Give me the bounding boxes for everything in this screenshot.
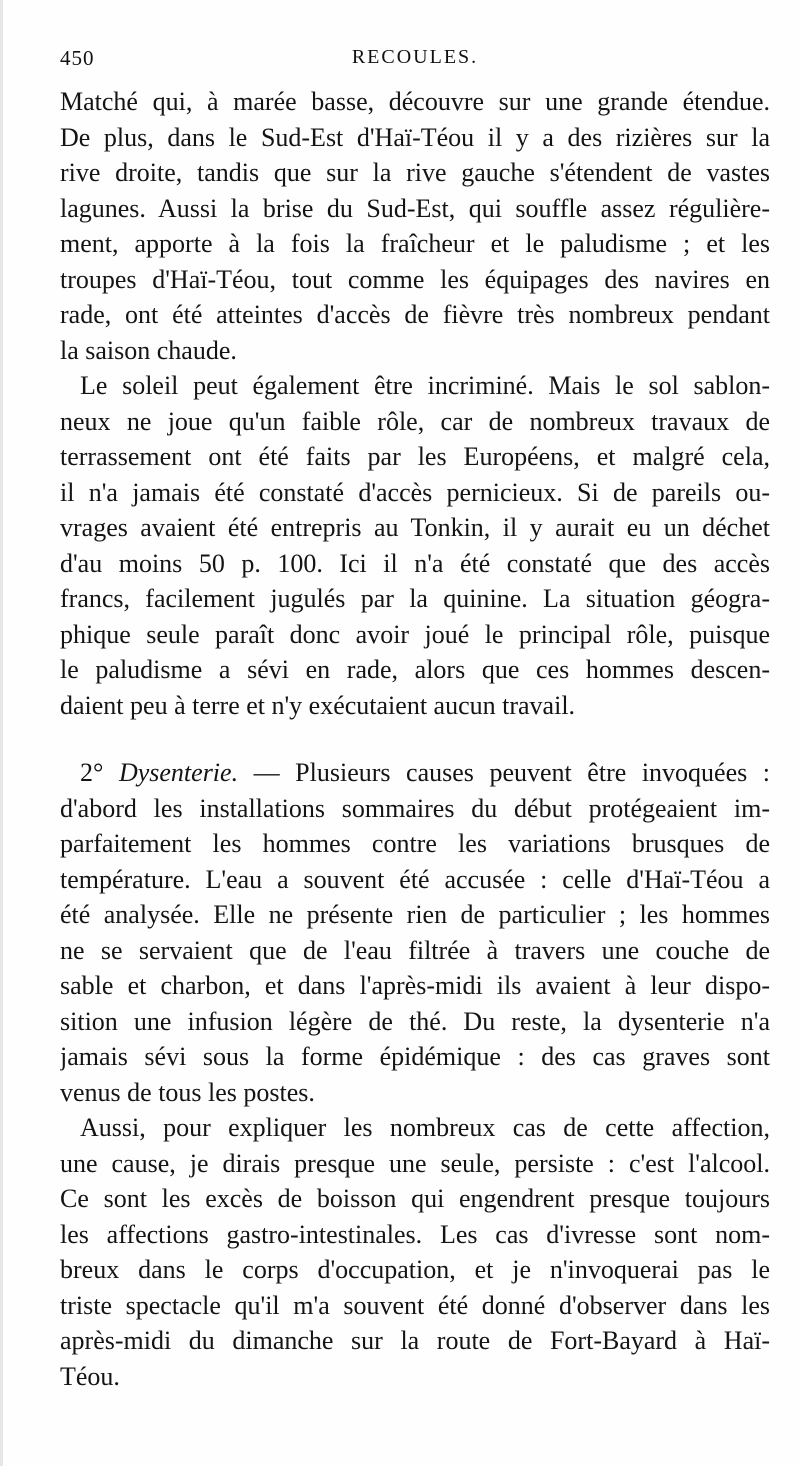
text-line: lagunes. Aussi la brise du Sud-Est, qui souffle assez régulière- — [60, 193, 770, 223]
text-line: Le soleil peut également être incriminé. Mais le sol sablon- — [80, 371, 770, 400]
text-line: parfaitement les hommes contre les variations brusques de — [60, 829, 770, 858]
paragraph-3 — [60, 755, 770, 1110]
text-line: été analysée. Elle ne présente rien de particulier ; les hommes — [60, 900, 770, 929]
paragraph-4 — [60, 1110, 770, 1394]
text-line: température. L'eau a souvent été accusée : celle d'Haï-Téou a — [60, 864, 770, 894]
text-line: sition une infusion légère de thé. Du reste, la dysenterie n'a — [60, 1006, 770, 1036]
section-number: 2° — [80, 758, 104, 787]
text-line: d'abord les installations sommaires du début protégeaient im- — [60, 793, 770, 823]
text-line: ment, apporte à la fois la fraîcheur et le paludisme ; et les — [60, 229, 770, 258]
page-edge-shadow — [0, 0, 3, 1466]
text-line: Aussi, pour expliquer les nombreux cas de cette affection, — [80, 1113, 770, 1142]
running-title: RECOULES. — [351, 46, 479, 68]
body-text — [60, 84, 770, 1394]
text-line: neux ne joue qu'un faible rôle, car de nombreux travaux de — [60, 406, 770, 436]
text-line: daient peu à terre et n'y exécutaient aucun travail. — [60, 690, 576, 720]
text-line: ne se servaient que de l'eau filtrée à travers une couche de — [60, 935, 770, 965]
section-first-line: — Plusieurs causes peuvent être invoquées : — [253, 758, 770, 787]
text-line: venus de tous les postes. — [60, 1077, 315, 1107]
text-line: troupes d'Haï-Téou, tout comme les équipages des navires en — [60, 264, 770, 294]
text-line: vrages avaient été entrepris au Tonkin, il y aurait eu un déchet — [60, 513, 770, 542]
text-line: triste spectacle qu'il m'a souvent été donné d'observer dans les — [60, 1290, 770, 1320]
text-line: jamais sévi sous la forme épidémique : des cas graves sont — [60, 1042, 770, 1071]
text-line: francs, facilement jugulés par la quinine. La situation géogra- — [60, 584, 770, 613]
page-number: 450 — [60, 46, 95, 70]
text-line: après-midi du dimanche sur la route de Fort-Bayard à Haï- — [60, 1326, 770, 1355]
paragraph-1 — [60, 84, 770, 368]
text-line: phique seule paraît donc avoir joué le principal rôle, puisque — [60, 619, 770, 649]
text-line: les affections gastro-intestinales. Les cas d'ivresse sont nom- — [60, 1219, 770, 1249]
text-line: Téou. — [60, 1361, 120, 1391]
text-line: breux dans le corps d'occupation, et je n'invoquerai pas le — [60, 1255, 770, 1284]
text-line: De plus, dans le Sud-Est d'Haï-Téou il y a des rizières sur la — [60, 122, 770, 152]
text-line: d'au moins 50 p. 100. Ici il n'a été constaté que des accès — [60, 548, 770, 578]
text-line: Matché qui, à marée basse, découvre sur une grande étendue. — [60, 87, 770, 116]
running-head — [60, 46, 770, 76]
text-line: la saison chaude. — [60, 335, 237, 365]
section-title: Dysenterie. — [118, 758, 239, 787]
text-line: le paludisme a sévi en rade, alors que ces hommes descen- — [60, 655, 770, 684]
section-heading-line — [60, 755, 770, 791]
text-line: rade, ont été atteintes d'accès de fièvre très nombreux pendant — [60, 300, 770, 329]
text-line: Ce sont les excès de boisson qui engendrent presque toujours — [60, 1184, 770, 1213]
text-line: rive droite, tandis que sur la rive gauche s'étendent de vastes — [60, 158, 770, 187]
paragraph-2 — [60, 368, 770, 723]
text-line: terrassement ont été faits par les Européens, et malgré cela, — [60, 442, 770, 471]
text-line: il n'a jamais été constaté d'accès pernicieux. Si de pareils ou- — [60, 477, 770, 507]
text-line: sable et charbon, et dans l'après-midi ils avaient à leur dispo- — [60, 971, 770, 1000]
text-line: une cause, je dirais presque une seule, persiste : c'est l'alcool. — [60, 1148, 770, 1178]
